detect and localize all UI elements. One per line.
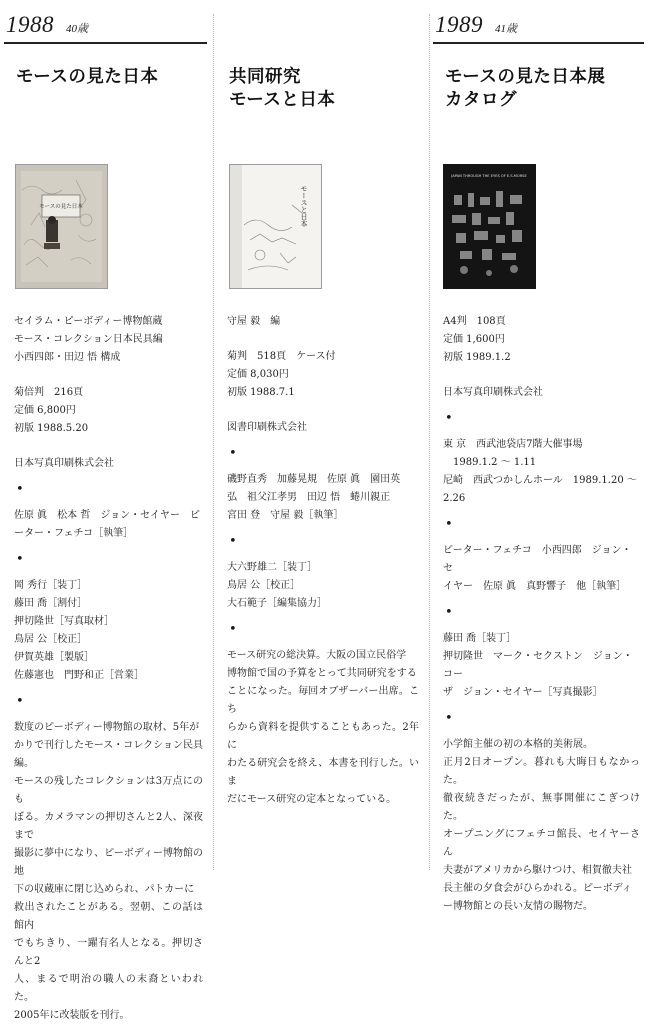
section-bullet: • [229,534,237,549]
info-group [443,436,640,508]
book-details [227,313,419,809]
cover-title-text: モースの見た日本 [39,204,83,210]
info-line: わたる研究会を終え、本書を刊行した。いま [227,758,419,787]
info-line: 日本写真印刷株式会社 [443,387,543,398]
info-group [14,507,203,543]
section-bullet: • [16,694,24,709]
section-bullet: • [445,605,453,620]
info-line: 初版 1988.5.20 [14,423,89,434]
info-group [227,419,419,437]
info-line: 佐藤憲也 門野和正［営業］ [14,670,144,681]
title-line: モースの見た日本 [16,67,159,87]
spacer [14,438,203,455]
info-line: 押切隆世［写真取材］ [14,616,114,627]
book-title [229,66,335,112]
book-title [16,66,158,89]
spacer [14,367,203,384]
info-group [227,471,419,525]
info-line: 小西四郎・田辺 悟 構成 [14,352,121,363]
title-line: 共同研究 [229,67,301,87]
info-group [227,348,419,402]
info-group [14,384,203,438]
book-cover-image [229,164,322,289]
description-paragraph [227,647,419,809]
info-group [14,577,203,685]
info-line: モース研究の総決算。大阪の国立民俗学 [227,650,407,661]
info-line: 岡 秀行［装丁］ [14,580,88,591]
info-line: 菊判 518頁 ケース付 [227,351,336,362]
info-line: 藤田 喬［装丁］ [443,633,517,644]
spacer [227,331,419,348]
info-line: 大石範子［編集協力］ [227,598,327,609]
info-line: 人、まるで明治の職人の末裔といわれた。 [14,974,203,1003]
info-line: 鳥居 公［校正］ [14,634,88,645]
year: 1989 [435,12,483,37]
section-bullet: • [445,711,453,726]
age: 41歳 [495,23,517,35]
column-1988-morse-japan [0,0,213,1021]
title-line: モースの見た日本展 [445,67,606,87]
info-group [14,455,203,473]
info-line: 尼崎 西武つかしんホール 1989.1.20 〜 [443,475,637,486]
book-details [443,313,640,916]
year-header [435,12,517,42]
spacer [443,367,640,384]
cover-title-text: JAPAN THROUGH THE EYES OF E.S.MORSE [451,174,527,178]
info-line: 伊賀英雄［製版］ [14,652,94,663]
section-bullet: • [445,411,453,426]
section-bullet: • [16,482,24,497]
info-line: 夫妻がアメリカから駆けつけ、相賀徹夫社 [443,865,632,876]
title-line: モースと日本 [229,90,336,110]
section-bullet: • [445,517,453,532]
info-line: 正月2日オープン。暮れも大晦日もなかった。 [443,757,640,786]
info-line: 徹夜続きだったが、無事開催にこぎつけた。 [443,793,640,822]
info-line: ザ ジョン・セイヤー［写真撮影］ [443,687,603,698]
info-line: 図書印刷株式会社 [227,422,307,433]
description-paragraph [14,719,203,1025]
info-line: 弘 祖父江孝男 田辺 悟 蜷川親正 [227,492,391,503]
info-line: モース・コレクション日本民具編 [14,334,163,345]
info-line: だにモース研究の定本となっている。 [227,794,397,805]
header-rule [433,42,644,44]
info-line: 大六野雄二［装丁］ [227,562,317,573]
info-line: 東 京 西武池袋店7階大催事場 [443,439,583,450]
info-line: オープニングにフェチコ館長、セイヤーさん [443,829,640,858]
header-rule [4,42,207,44]
info-group [227,559,419,613]
info-line: 下の収蔵庫に閉じ込められ、パトカーに [14,884,195,895]
title-line: カタログ [445,90,517,110]
info-line: イヤー 佐原 眞 真野響子 他［執筆］ [443,581,627,592]
info-line: 押切隆世 マーク・セクストン ジョン・コー [443,651,633,680]
info-line: 救出されたことがある。翌朝、この話は館内 [14,902,203,931]
info-group [443,630,640,702]
info-line: ー博物館との長い友情の賜物だ。 [443,901,593,912]
info-line: 守屋 毅 編 [227,316,281,327]
section-bullet: • [16,552,24,567]
info-line: 定価 1,600円 [443,334,505,345]
info-line: かりで刊行したモース・コレクション民具編。 [14,740,203,769]
info-line: ぼる。カメラマンの押切さんと2人、深夜まで [14,812,203,841]
year: 1988 [6,12,54,37]
info-line: 鳥居 公［校正］ [227,580,301,591]
info-line: 藤田 喬［割付］ [14,598,88,609]
section-bullet: • [229,446,237,461]
info-line: 数度のピーボディー博物館の取材、5年が [14,722,200,733]
info-line: 宮田 登 守屋 毅［執筆］ [227,510,344,521]
info-line: 佐原 眞 松本 哲 ジョン・セイヤー ピ [14,510,200,521]
book-cover-image [443,164,536,289]
info-group [14,313,203,367]
info-line: ピーター・フェチコ 小西四郎 ジョン・セ [443,545,632,574]
column-1989-exhibition-catalog [429,0,650,912]
spacer [227,402,419,419]
age: 40歳 [66,23,88,35]
column-1988-joint-research [213,0,429,870]
info-line: 初版 1988.7.1 [227,387,295,398]
info-line: らから資料を提供することもあった。2年に [227,722,419,751]
info-line: 日本写真印刷株式会社 [14,458,114,469]
info-line: 定価 8,030円 [227,369,289,380]
info-group [227,313,419,331]
info-line: 博物館で国の予算をとって共同研究をする [227,668,417,679]
info-line: 1989.1.2 〜 1.11 [443,457,537,468]
info-line: 長主催の夕食会がひらかれる。ピーボディ [443,883,632,894]
info-line: 2.26 [443,493,466,504]
info-line: 撮影に夢中になり、ピーボディー博物館の地 [14,848,203,877]
description-paragraph [443,736,640,916]
info-line: 定価 6,800円 [14,405,76,416]
info-line: A4判 108頁 [443,316,506,327]
info-line: モースの残したコレクションは3万点にのも [14,776,203,805]
info-line: 2005年に改装版を刊行。 [14,1010,130,1021]
info-line: ーター・フェチコ［執筆］ [14,528,134,539]
book-cover-image [15,164,108,289]
info-line: セイラム・ピーボディー博物館蔵 [14,316,163,327]
book-title [445,66,605,112]
info-line: 小学館主催の初の本格的美術展。 [443,739,593,750]
info-group [443,384,640,402]
info-line: でもちきり、一躍有名人となる。押切さんと2 [14,938,203,967]
info-group [443,313,640,367]
info-line: 初版 1989.1.2 [443,352,511,363]
info-line: ことになった。毎回オブザーバー出席。こち [227,686,419,715]
year-header [6,12,88,42]
info-line: 磯野直秀 加藤晃規 佐原 眞 園田英 [227,474,401,485]
info-group [443,542,640,596]
info-line: 菊倍判 216頁 [14,387,84,398]
book-details [14,313,203,1025]
cover-title-text: モースと日本 [300,185,308,227]
section-bullet: • [229,622,237,637]
